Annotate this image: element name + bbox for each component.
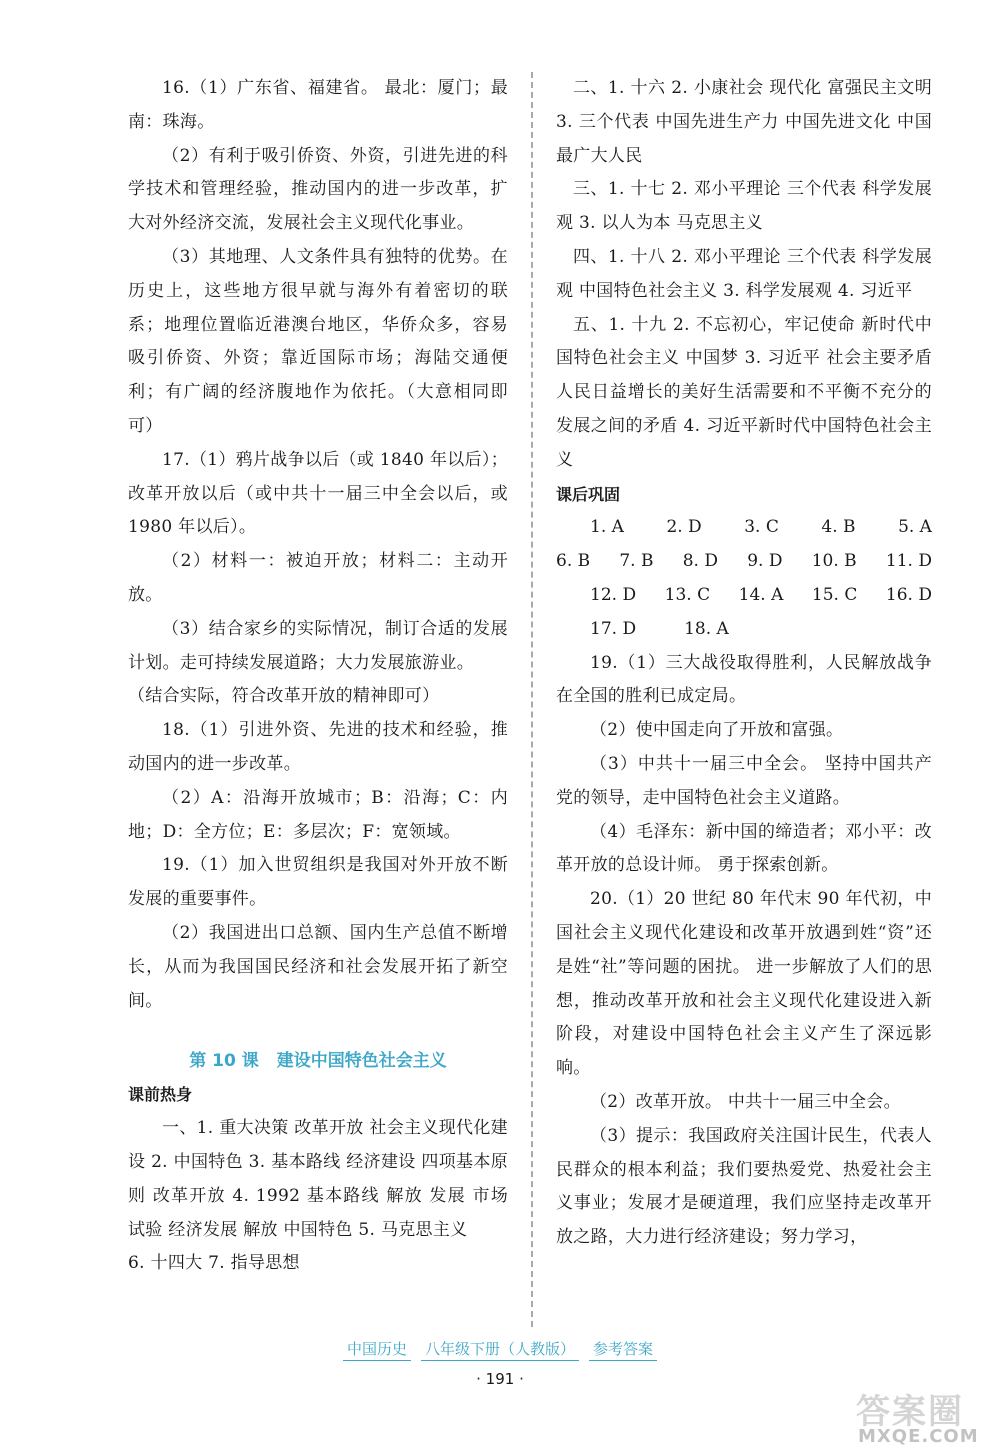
answer-20-2: （2）改革开放。 中共十一届三中全会。 (590, 1091, 901, 1112)
column-divider (531, 72, 533, 1327)
pre-class-part-4: 四、1. 十八 2. 邓小平理论 三个代表 科学发展观 中国特色社会主义 3. 科学发展观 4. 习近平 (556, 246, 932, 301)
answer-16-2: （2）有利于吸引侨资、外资，引进先进的科学技术和管理经验，推动国内的进一步改革，扩大对外经济交流，发展社会主义现代化事业。 (128, 145, 508, 234)
footer-grade: 八年级下册（人教版） (421, 1340, 579, 1361)
mcq-answer: 17. D (590, 618, 637, 639)
answer-r19-3: （3）中共十一届三中全会。 坚持中国共产党的领导，走中国特色社会主义道路。 (556, 753, 932, 808)
answer-18-1: 18.（1）引进外资、先进的技术和经验，推动国内的进一步改革。 (128, 720, 508, 774)
mcq-answer: 13. C (664, 584, 711, 605)
answer-18-2: （2）A：沿海开放城市；B：沿海；C：内地；D：全方位；E：多层次；F：宽领域。 (128, 787, 508, 842)
mcq-row (556, 511, 932, 545)
answer-20-3: （3）提示：我国政府关注国计民生，代表人民群众的根本利益；我们要热爱党、热爱社会主义事业；发展才是硬道理，我们应坚持走改革开放之路，大力进行经济建设；努力学习， (556, 1125, 932, 1248)
page-number: · 191 · (476, 1370, 524, 1388)
footer-book-title (0, 1338, 1000, 1359)
mcq-answer: 9. D (747, 551, 783, 572)
mcq-answer: 18. A (684, 618, 729, 639)
answer-17-1: 17.（1）鸦片战争以后（或 1840 年以后）；改革开放以后（或中共十一届三中全会以后，或 1980 年以后）。 (128, 449, 508, 538)
left-column (128, 72, 508, 1281)
mcq-answer: 11. D (885, 551, 932, 572)
answer-r19-2: （2）使中国走向了开放和富强。 (590, 720, 844, 741)
mcq-answer: 15. C (811, 584, 858, 605)
mcq-answer: 14. A (738, 584, 784, 605)
answer-17-3: （3）结合家乡的实际情况，制订合适的发展计划。走可持续发展道路；大力发展旅游业。 (128, 618, 508, 673)
answer-19-2: （2）我国进出口总额、国内生产总值不断增长，从而为我国国民经济和社会发展开拓了新空间。 (128, 922, 508, 1011)
answer-19-1: 19.（1）加入世贸组织是我国对外开放不断发展的重要事件。 (128, 855, 508, 910)
mcq-row (556, 545, 932, 579)
section-heading-post-class: 课后巩固 (556, 484, 621, 504)
lesson-name: 建设中国特色社会主义 (276, 1051, 447, 1072)
mcq-answer: 2. D (666, 517, 702, 538)
answer-16-3: （3）其地理、人文条件具有独特的优势。在历史上，这些地方很早就与海外有着密切的联系；地理位置临近港澳台地区，华侨众多，容易吸引侨资、外资；靠近国际市场；海陆交通便利；有广阔的经济腹地作为依托。（大意相同即可） (128, 246, 508, 436)
mcq-answer: 7. B (619, 551, 654, 572)
mcq-answer: 6. B (556, 551, 591, 572)
mcq-answer: 4. B (821, 517, 856, 538)
mcq-answer: 1. A (590, 517, 624, 538)
mcq-answer: 5. A (898, 517, 932, 538)
right-column (556, 72, 932, 1255)
mcq-answer: 16. D (885, 584, 932, 605)
answer-16-1: 16.（1）广东省、福建省。 最北：厦门；最南：珠海。 (128, 78, 508, 132)
mcq-row (556, 579, 932, 613)
pre-class-part-3: 三、1. 十七 2. 邓小平理论 三个代表 科学发展观 3. 以人为本 马克思主义 (556, 179, 932, 234)
answer-r19-4: （4）毛泽东：新中国的缔造者；邓小平：改革开放的总设计师。 勇于探索创新。 (556, 821, 932, 876)
section-heading-pre-class: 课前热身 (128, 1085, 193, 1105)
footer-subject: 中国历史 (343, 1340, 411, 1361)
lesson-number: 第 10 课 (189, 1051, 259, 1072)
mcq-row (556, 613, 932, 647)
watermark-logo (852, 1384, 992, 1450)
answer-17-3-note: （结合实际，符合改革开放的精神即可） (128, 686, 440, 707)
pre-class-part-1-end: 6. 十四大 7. 指导思想 (128, 1253, 300, 1274)
answer-20-1: 20.（1）20 世纪 80 年代末 90 年代初，中国社会主义现代化建设和改革开放遇到姓“资”还是姓“社”等问题的困扰。 进一步解放了人们的思想，推动改革开放和社会主义现代化建设进入新阶段，对建设中国特色社会主义产生了深远影响。 (556, 889, 932, 1079)
mcq-answer: 8. D (682, 551, 718, 572)
answer-r19-1: 19.（1）三大战役取得胜利，人民解放战争在全国的胜利已成定局。 (556, 652, 932, 707)
mcq-answer: 3. C (744, 517, 779, 538)
answer-17-2: （2）材料一：被迫开放；材料二：主动开放。 (128, 551, 508, 605)
watermark-main-text: 答案圈 (856, 1392, 964, 1432)
watermark-sub-text: MXQE.COM (858, 1426, 979, 1447)
mcq-answer: 10. B (811, 551, 857, 572)
pre-class-part-2: 二、1. 十六 2. 小康社会 现代化 富强民主文明 3. 三个代表 中国先进生产力 中国先进文化 中国最广大人民 (556, 78, 932, 166)
pre-class-part-5: 五、1. 十九 2. 不忘初心，牢记使命 新时代中国特色社会主义 中国梦 3. 习近平 社会主要矛盾 人民日益增长的美好生活需要和不平衡不充分的发展之间的矛盾 4. 习近平新时代中国特色社会主义 (556, 314, 932, 470)
pre-class-part-1: 一、1. 重大决策 改革开放 社会主义现代化建设 2. 中国特色 3. 基本路线 经济建设 四项基本原则 改革开放 4. 1992 基本路线 解放 发展 市场 试验 经济发展 解放 中国特色 5. 马克思主义 (128, 1118, 508, 1240)
mcq-answer: 12. D (590, 584, 637, 605)
lesson-title (128, 1044, 508, 1078)
footer-label: 参考答案 (589, 1340, 657, 1361)
